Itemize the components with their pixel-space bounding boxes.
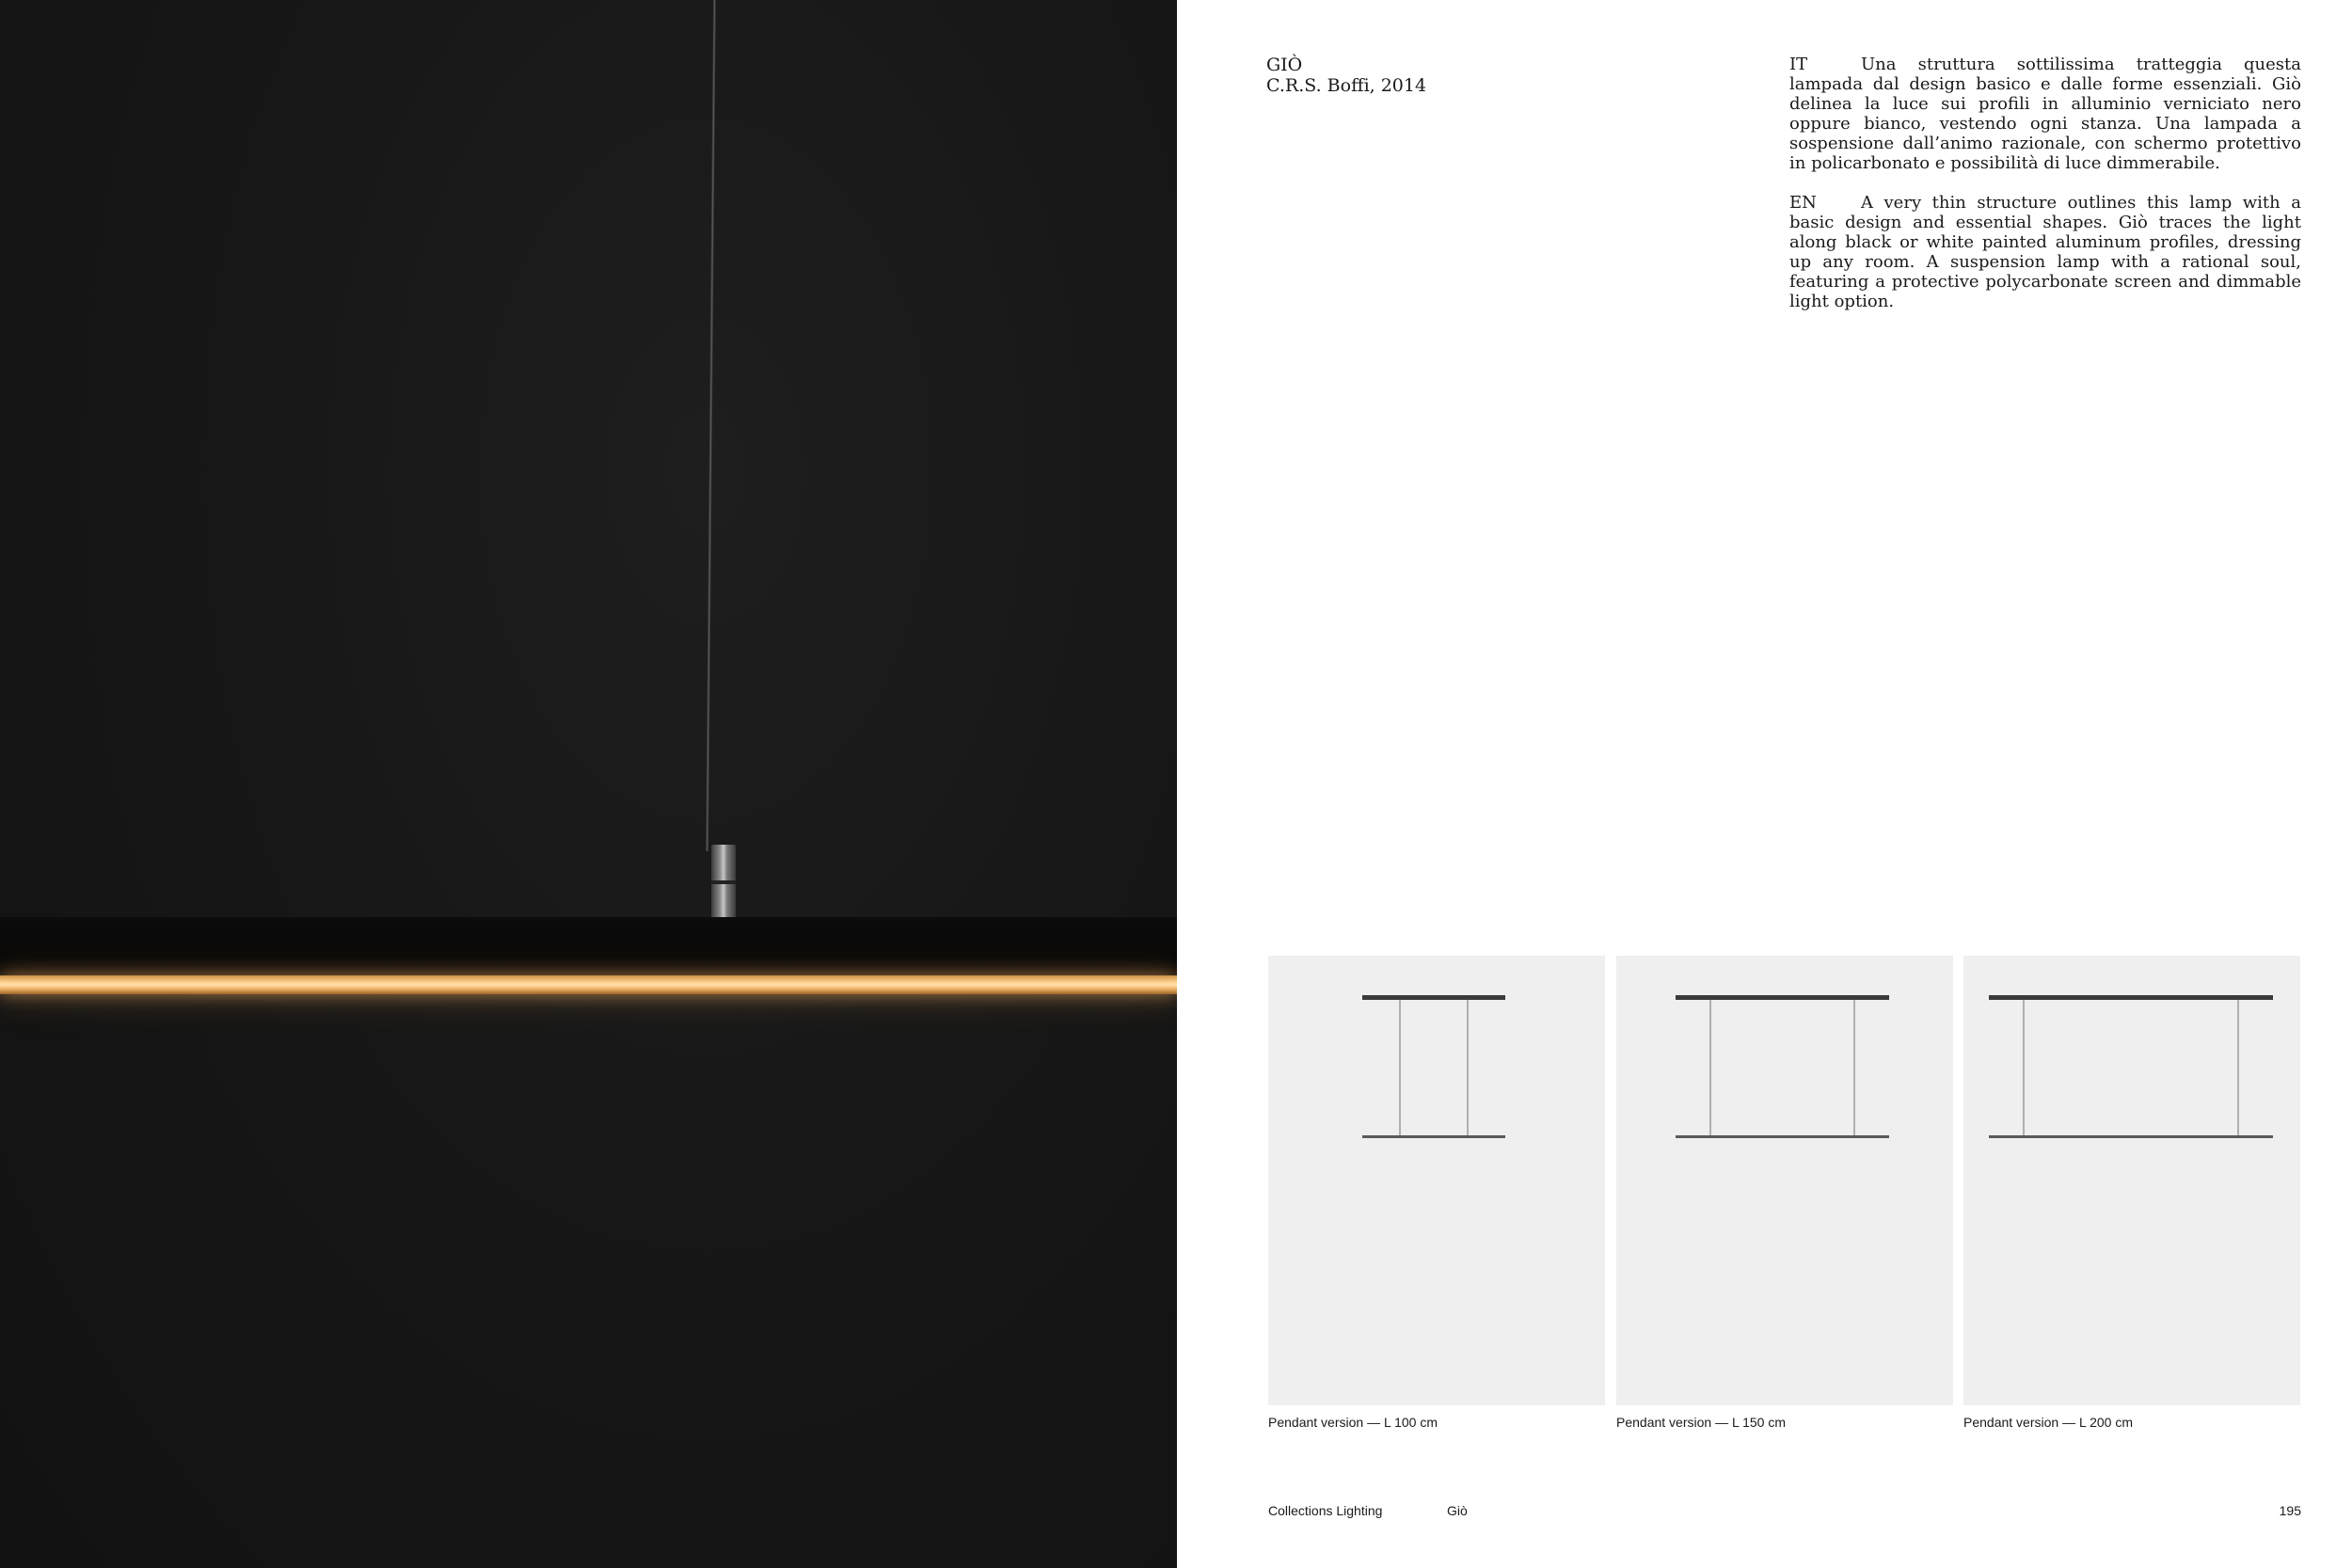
pendant-drawing-100 xyxy=(1268,956,1605,1405)
drawing-lamp-body xyxy=(1676,1135,1889,1138)
pendant-drawing-200 xyxy=(1963,956,2300,1405)
page-number: 195 xyxy=(2279,1503,2301,1518)
footer-section: Collections Lighting xyxy=(1268,1503,1383,1518)
drawing-top-profile xyxy=(1676,995,1889,1000)
drawing-top-profile xyxy=(1989,995,2273,1000)
description-en xyxy=(1789,193,2301,311)
drawing-top-profile xyxy=(1362,995,1505,1000)
version-card-100 xyxy=(1268,956,1605,1405)
product-heading xyxy=(1266,55,1426,96)
version-card-150 xyxy=(1616,956,1953,1405)
version-caption-200: Pendant version — L 200 cm xyxy=(1963,1415,2134,1430)
product-credit: C.R.S. Boffi, 2014 xyxy=(1266,75,1427,96)
led-light-strip xyxy=(0,975,1177,994)
language-code: EN xyxy=(1789,193,1817,213)
description-text: A very thin structure outlines this lamp with a basic design and essential shapes. Giò traces the light along black or white painted aluminum profiles, dressing up any room. A suspension lamp with a rational soul, featuring a protective polycarbonate screen and dimmable light option. xyxy=(1789,193,2301,311)
footer-chapter: Giò xyxy=(1447,1503,1468,1518)
version-card-200 xyxy=(1963,956,2300,1405)
drawing-lamp-body xyxy=(1362,1135,1505,1138)
product-name: GIÒ xyxy=(1266,55,1303,75)
version-caption-100: Pendant version — L 100 cm xyxy=(1268,1415,1438,1430)
language-code: IT xyxy=(1789,55,1808,74)
cable-clamp xyxy=(711,845,736,920)
suspension-cable xyxy=(706,0,716,851)
drawing-lamp-body xyxy=(1989,1135,2273,1138)
description-text: Una struttura sottilissima tratteggia questa lampada dal design basico e dalle forme essenziali. Giò delinea la luce sui profili in alluminio verniciato nero oppure bianco, vestendo ogni stanza. Una lampada a sospensione dall’animo razionale, con schermo protettivo in policarbonato e possibilità di luce dimmerabile. xyxy=(1789,55,2301,173)
description-column xyxy=(1789,55,2301,331)
lamp-profile xyxy=(0,917,1177,975)
pendant-drawing-150 xyxy=(1616,956,1953,1405)
version-caption-150: Pendant version — L 150 cm xyxy=(1616,1415,1787,1430)
description-it xyxy=(1789,55,2301,173)
